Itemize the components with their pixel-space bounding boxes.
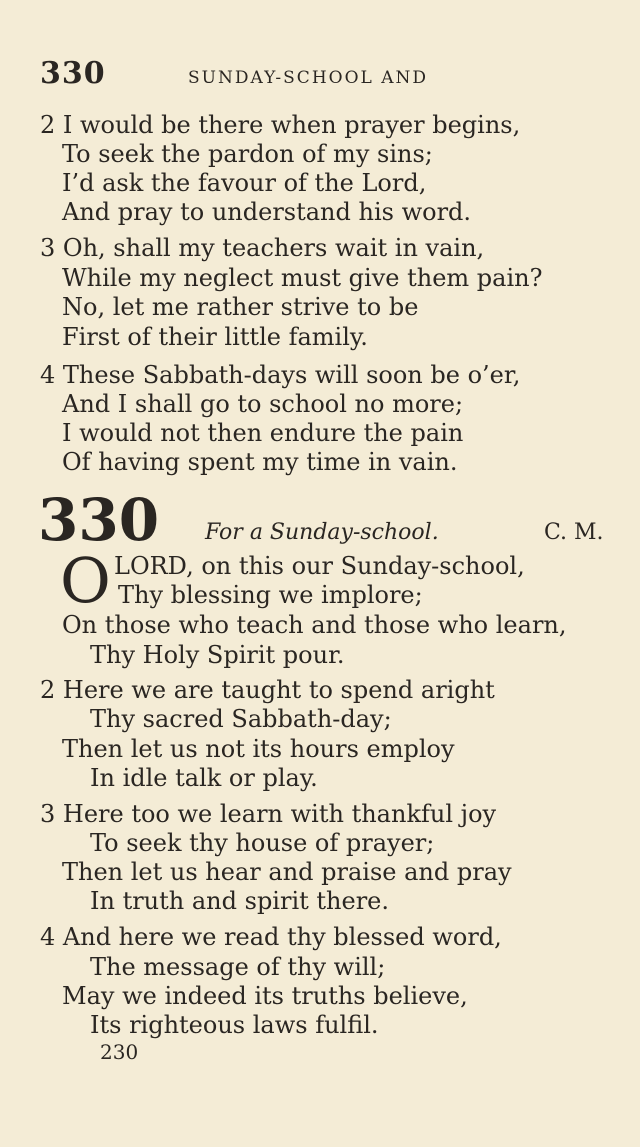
hymn-meter: C. M.: [544, 520, 604, 545]
verse-line: May we indeed its truths believe,: [62, 982, 468, 1010]
verse-line: 3 Oh, shall my teachers wait in vain,: [40, 234, 485, 262]
verse-line: 3 Here too we learn with thankful joy: [40, 800, 497, 828]
running-title: SUNDAY-SCHOOL AND: [188, 68, 428, 88]
verse-line: To seek thy house of prayer;: [90, 829, 435, 857]
hymn-number: 330: [38, 486, 160, 554]
verse-line: In truth and spirit there.: [90, 887, 390, 915]
footer-page-number: 230: [100, 1040, 139, 1064]
page-number: 330: [40, 56, 106, 91]
verse-line: First of their little family.: [62, 323, 368, 351]
verse-line: Thy sacred Sabbath-day;: [90, 705, 392, 733]
verse-line: The message of thy will;: [90, 953, 386, 981]
verse-line: Thy blessing we implore;: [118, 581, 423, 609]
verse-line: On those who teach and those who learn,: [62, 611, 567, 639]
hymn-title: For a Sunday-school.: [205, 520, 439, 545]
verse-line: To seek the pardon of my sins;: [62, 140, 433, 168]
verse-line: Its righteous laws fulfil.: [90, 1011, 379, 1039]
verse-line: I’d ask the favour of the Lord,: [62, 169, 427, 197]
verse-line: Then let us hear and praise and pray: [62, 858, 512, 886]
verse-line: And pray to understand his word.: [62, 198, 472, 226]
verse-line: Thy Holy Spirit pour.: [90, 641, 345, 669]
running-head: [40, 56, 600, 96]
verse-line: In idle talk or play.: [90, 764, 318, 792]
verse-line: Of having spent my time in vain.: [62, 448, 458, 476]
verse-line: LORD, on this our Sunday-school,: [114, 552, 525, 580]
drop-cap: O: [60, 544, 111, 617]
verse-line: 2 Here we are taught to spend aright: [40, 676, 495, 704]
verse-line: Then let us not its hours employ: [62, 735, 455, 763]
verse-line: No, let me rather strive to be: [62, 293, 419, 321]
verse-line: I would not then endure the pain: [62, 419, 464, 447]
verse-line: 2 I would be there when prayer begins,: [40, 111, 521, 139]
verse-line: And I shall go to school no more;: [62, 390, 464, 418]
verse-line: 4 These Sabbath-days will soon be o’er,: [40, 361, 521, 389]
verse-line: While my neglect must give them pain?: [62, 264, 543, 292]
verse-line: 4 And here we read thy blessed word,: [40, 923, 502, 951]
